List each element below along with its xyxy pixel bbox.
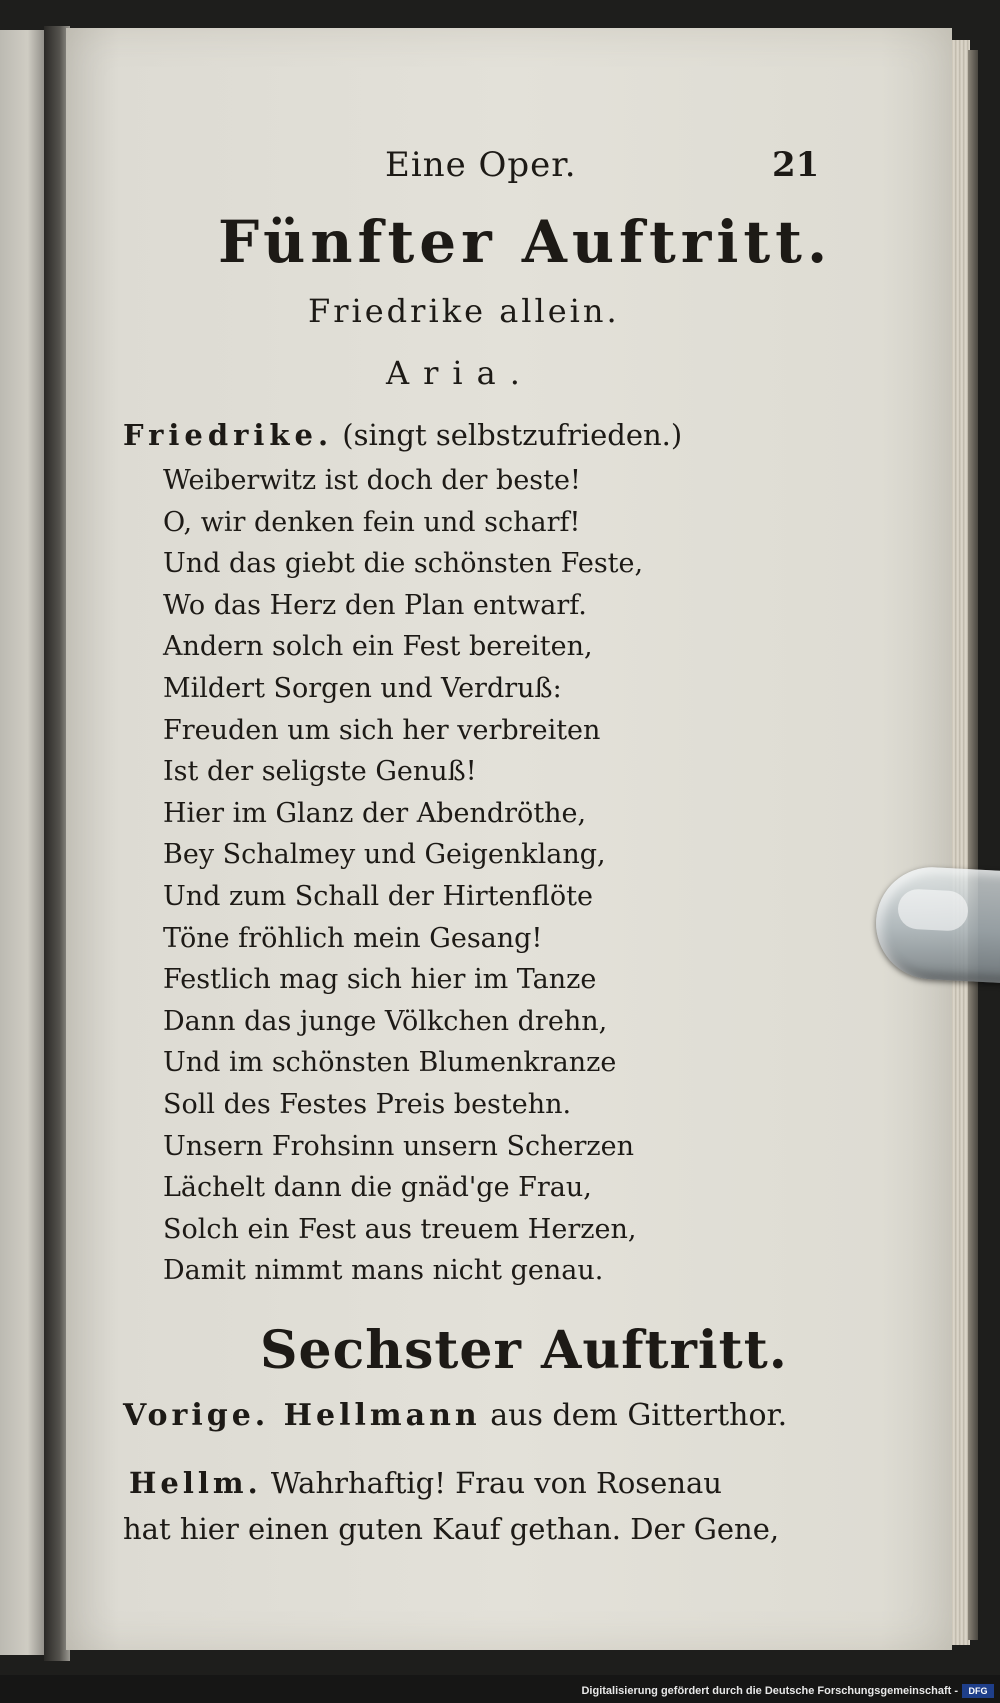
clip-highlight [897, 888, 969, 932]
running-head: Eine Oper. [385, 145, 577, 185]
verse-line: Solch ein Fest aus treuem Herzen, [163, 1213, 637, 1245]
speaker-line [123, 418, 682, 452]
footer-credit: Digitalisierung gefördert durch die Deutsche Forschungsgemeinschaft - [581, 1685, 958, 1697]
verse-line: Andern solch ein Fest bereiten, [163, 631, 593, 663]
verse-line: Unsern Frohsinn unsern Scherzen [163, 1130, 634, 1162]
verse-line: Hier im Glanz der Abendröthe, [163, 797, 587, 829]
dialogue-prose [123, 1460, 823, 1552]
stage-direction-text: aus dem Gitterthor. [490, 1398, 788, 1433]
dfg-logo-icon: DFG [962, 1684, 994, 1698]
verse-line: Bey Schalmey und Geigenklang, [163, 839, 606, 871]
verse-line: Und zum Schall der Hirtenflöte [163, 880, 593, 912]
verse-line: Dann das junge Völkchen drehn, [163, 1005, 608, 1037]
aria-heading: Aria. [386, 354, 534, 392]
prose-speaker: Hellm. [129, 1466, 262, 1500]
scene-subtitle: Friedrike allein. [308, 292, 620, 330]
verse-line: Soll des Festes Preis bestehn. [163, 1088, 572, 1120]
prose-text: Wahrhaftig! Frau von Rosenau [270, 1466, 722, 1500]
book-cover-edge [968, 50, 978, 1640]
verse-line: Festlich mag sich hier im Tanze [163, 964, 597, 996]
verse-line: Töne fröhlich mein Gesang! [163, 922, 543, 954]
left-page-edge [0, 30, 46, 1655]
page-number: 21 [772, 145, 820, 185]
verse-line: Ist der seligste Genuß! [163, 756, 477, 788]
prose-line [123, 1460, 823, 1506]
stage-direction-inline: (singt selbstzufrieden.) [342, 418, 683, 452]
verse-line: Mildert Sorgen und Verdruß: [163, 672, 562, 704]
speaker-name: Friedrike. [123, 418, 334, 452]
verse-line: Und im schönsten Blumenkranze [163, 1047, 617, 1079]
verse-line: Freuden um sich her verbreiten [163, 714, 601, 746]
scene-title-fifth: Fünfter Auftritt. [218, 208, 833, 276]
aria-verse [163, 460, 643, 1292]
verse-line: Wo das Herz den Plan entwarf. [163, 589, 587, 621]
verse-line: Damit nimmt mans nicht genau. [163, 1255, 604, 1287]
verse-line: Und das giebt die schönsten Feste, [163, 548, 644, 580]
stage-direction-characters: Vorige. Hellmann [123, 1398, 481, 1433]
verse-line: O, wir denken fein und scharf! [163, 506, 581, 538]
scene-title-sixth: Sechster Auftritt. [260, 1320, 788, 1381]
verse-line: Lächelt dann die gnäd'ge Frau, [163, 1172, 592, 1204]
prose-line: hat hier einen guten Kauf gethan. Der Gene, [123, 1512, 780, 1546]
stage-direction [123, 1398, 787, 1433]
verse-line: Weiberwitz ist doch der beste! [163, 465, 581, 496]
